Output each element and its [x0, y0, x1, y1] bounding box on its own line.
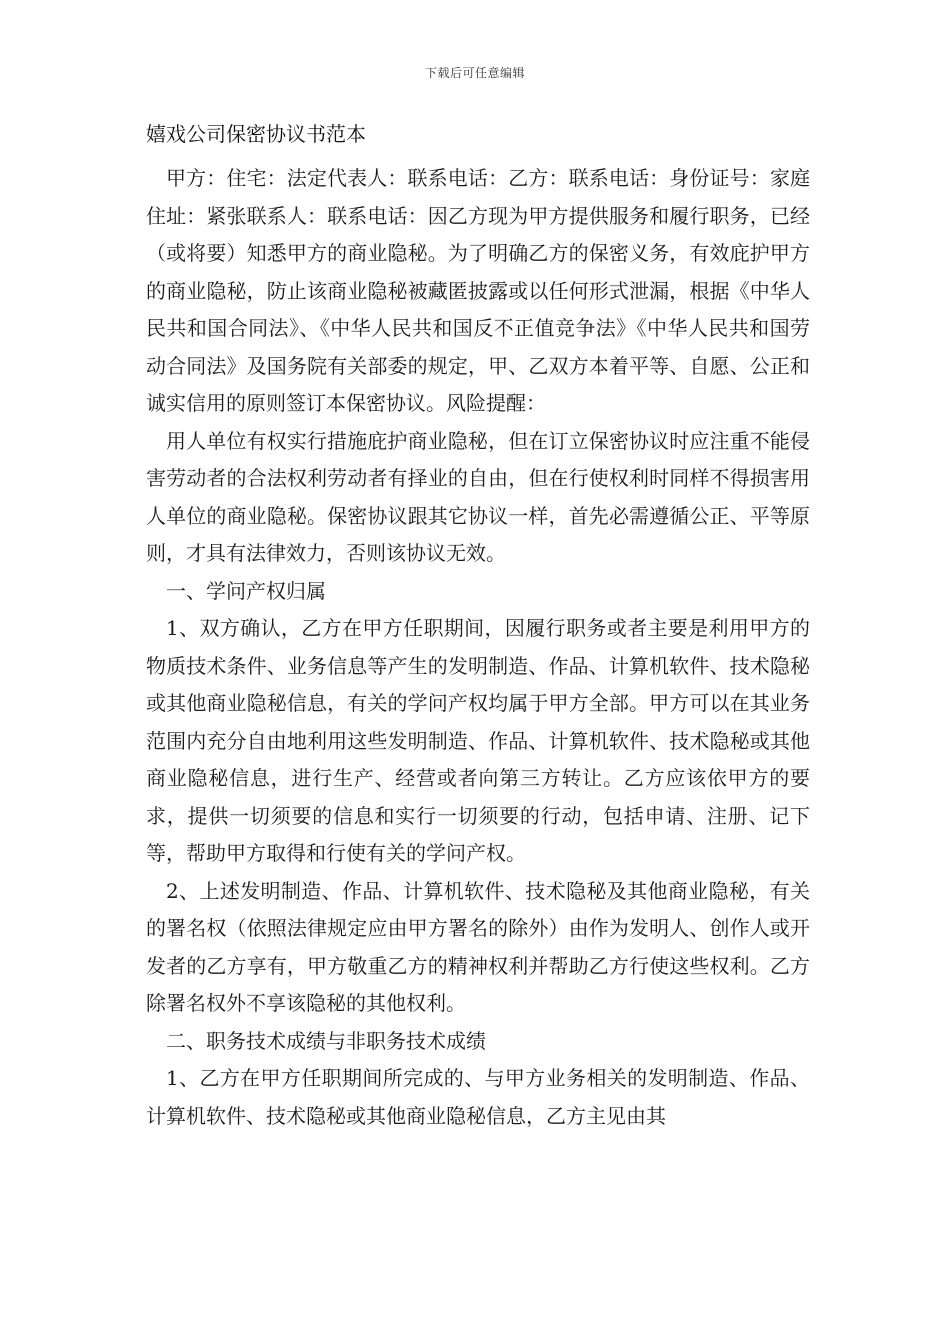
paragraph-risk-note: 用人单位有权实行措施庇护商业隐秘，但在订立保密协议时应注重不能侵害劳动者的合法权利劳动者有择业的自由，但在行使权利时同样不得损害用人单位的商业隐秘。保密协议跟其它协议一样，首先必需遵循公正、平等原则，才具有法律效力，否则该协议无效。	[146, 428, 810, 565]
section-heading-ip: 一、学问产权归属	[166, 578, 326, 603]
section-heading-achievements: 二、职务技术成绩与非职务技术成绩	[166, 1028, 486, 1053]
paragraph-achievements-1: 1、乙方在甲方任职期间所完成的、与甲方业务相关的发明制造、作品、计算机软件、技术隐秘或其他商业隐秘信息，乙方主见由其	[146, 1066, 810, 1128]
document-title: 嬉戏公司保密协议书范本	[146, 122, 366, 146]
document-body	[146, 160, 810, 1135]
paragraph-parties: 甲方：住宅：法定代表人：联系电话：乙方：联系电话：身份证号：家庭住址：紧张联系人：联系电话：因乙方现为甲方提供服务和履行职务，已经（或将要）知悉甲方的商业隐秘。为了明确乙方的保密义务，有效庇护甲方的商业隐秘，防止该商业隐秘被藏匿披露或以任何形式泄漏，根据《中华人民共和国合同法》、《中华人民共和国反不正值竞争法》《中华人民共和国劳动合同法》及国务院有关部委的规定，甲、乙双方本着平等、自愿、公正和诚实信用的原则签订本保密协议。风险提醒：	[146, 166, 810, 415]
page-header-note: 下载后可任意编辑	[424, 66, 525, 80]
paragraph-ip-1: 1、双方确认，乙方在甲方任职期间，因履行职务或者主要是利用甲方的物质技术条件、业务信息等产生的发明制造、作品、计算机软件、技术隐秘或其他商业隐秘信息，有关的学问产权均属于甲方全部。甲方可以在其业务范围内充分自由地利用这些发明制造、作品、计算机软件、技术隐秘或其他商业隐秘信息，进行生产、经营或者向第三方转让。乙方应该依甲方的要求，提供一切须要的信息和实行一切须要的行动，包括申请、注册、记下等，帮助甲方取得和行使有关的学问产权。	[146, 616, 810, 865]
paragraph-ip-2: 2、上述发明制造、作品、计算机软件、技术隐秘及其他商业隐秘，有关的署名权（依照法律规定应由甲方署名的除外）由作为发明人、创作人或开发者的乙方享有，甲方敬重乙方的精神权利并帮助乙方行使这些权利。乙方除署名权外不享该隐秘的其他权利。	[146, 878, 810, 1015]
